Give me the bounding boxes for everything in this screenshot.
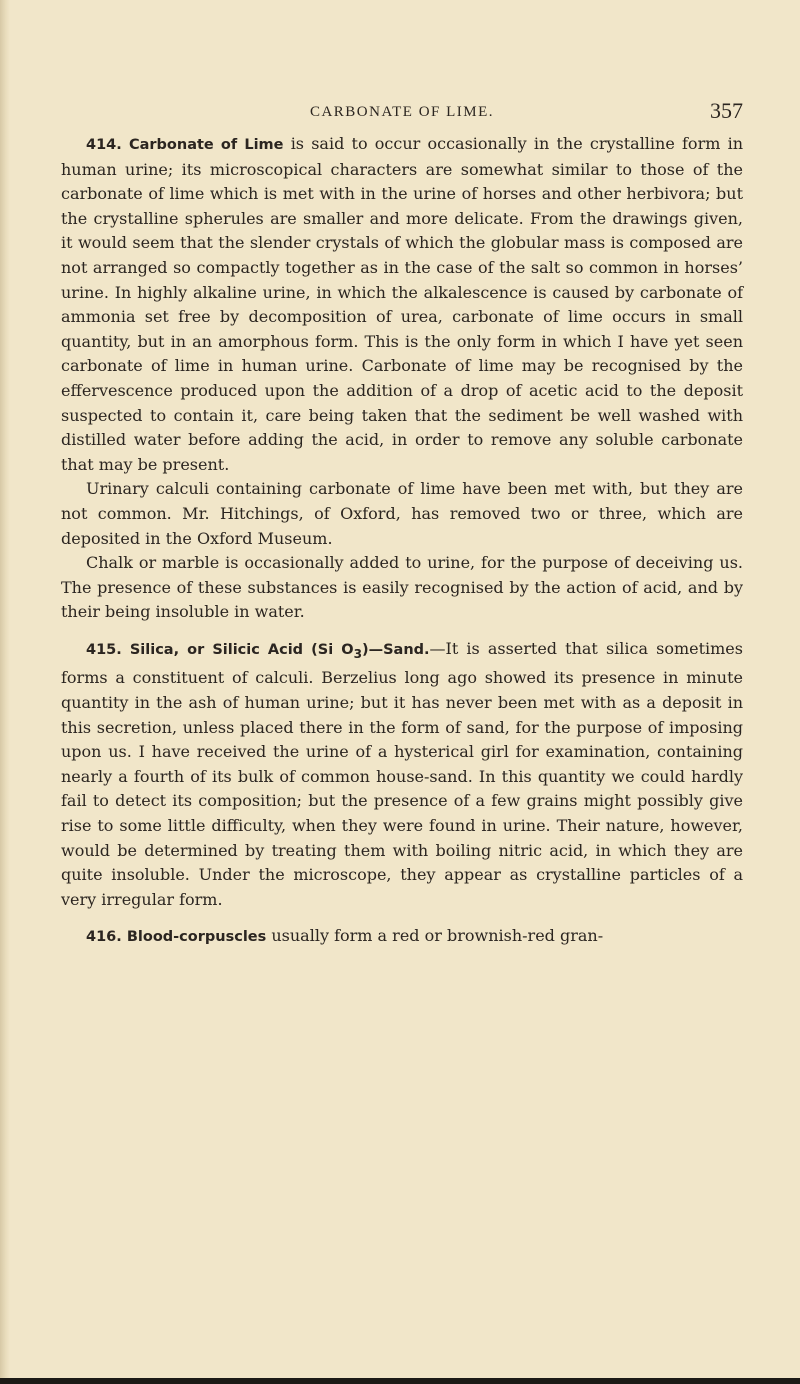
section-title: Carbonate of Lime [128,137,284,153]
paragraph-text: —It is asserted that silica sometimes forms a constituent of calculi. Berzelius long ago showed its presence in minute quantity in the ash of human urine; but it has never been met with as a deposit in this secretion, unless placed there in the form of sand, for the purpose of imposing upon us. I have received the urine of a hysterical girl for examination, containing nearly a fourth of its bulk of common house-sand. In this quantity we could hardly fail to detect its composition; but the presence of a few grains might possibly give rise to some little difficulty, when they were found in urine. Their nature, however, would be determined by treating them with boiling nitric acid, in which they are quite insoluble. Under the microscope, they appear as crystalline particles of a very irregular form. [61,638,743,909]
book-page [61,100,743,950]
section-title-tail: )—Sand. [361,641,430,658]
section-416-heading [86,929,266,945]
section-title: Silica, or Silicic Acid (Si O [129,641,354,658]
page-number: 357 [710,98,743,123]
paragraph-text: is said to occur occasionally in the crystalline form in human urine; its microscopical characters are somewhat similar to those of the carbonate of lime which is met with in the urine of horses and other herbivora; but the crystalline spherules are smaller and more delicate. From the drawings given, it would seem that the slender crystals of which the globular mass is composed are not arranged so compactly together as in the case of the salt so common in horses’ urine. In highly alkaline urine, in which the alkalescence is caused by carbonate of ammonia set free by decomposition of urea, carbonate of lime occurs in small quantity, but in an amorphous form. This is the only form in which I have yet seen carbonate of lime in human urine. Carbonate of lime may be recognised by the effervescence produced upon the addition of a drop of acetic acid to the deposit suspected to contain it, care being taken that the sediment be well washed with distilled water before adding the acid, in order to remove any soluble carbonate that may be present. [61,134,743,474]
section-414-paragraph-2: Urinary calculi containing carbonate of lime have been met with, but they are not common. Mr. Hitchings, of Oxford, has removed two or three, which are deposited in the Oxford Museum. [61,479,743,548]
section-416-paragraph-1 [61,924,743,950]
section-414-heading [86,137,283,153]
page-binding-shadow [0,0,10,1384]
section-415-heading [86,641,430,661]
section-title-subscript: 3 [353,646,362,661]
running-header [61,100,743,132]
section-415-paragraph-1 [61,637,743,912]
section-number: 414. [86,137,122,153]
section-414-paragraph-3: Chalk or marble is occasionally added to urine, for the purpose of deceiving us. The presence of these substances is easily recognised by the action of acid, and by their being insoluble in water. [61,553,743,622]
section-414-paragraph-1 [61,132,743,477]
section-number: 416. [86,929,122,946]
section-number: 415. [86,641,122,658]
body-text [61,132,743,950]
section-title: Blood-corpuscles [126,929,267,946]
paragraph-text: usually form a red or brownish-red gran- [271,926,604,946]
page-bottom-edge [0,1378,800,1384]
running-title: CARBONATE OF LIME. [309,104,495,120]
